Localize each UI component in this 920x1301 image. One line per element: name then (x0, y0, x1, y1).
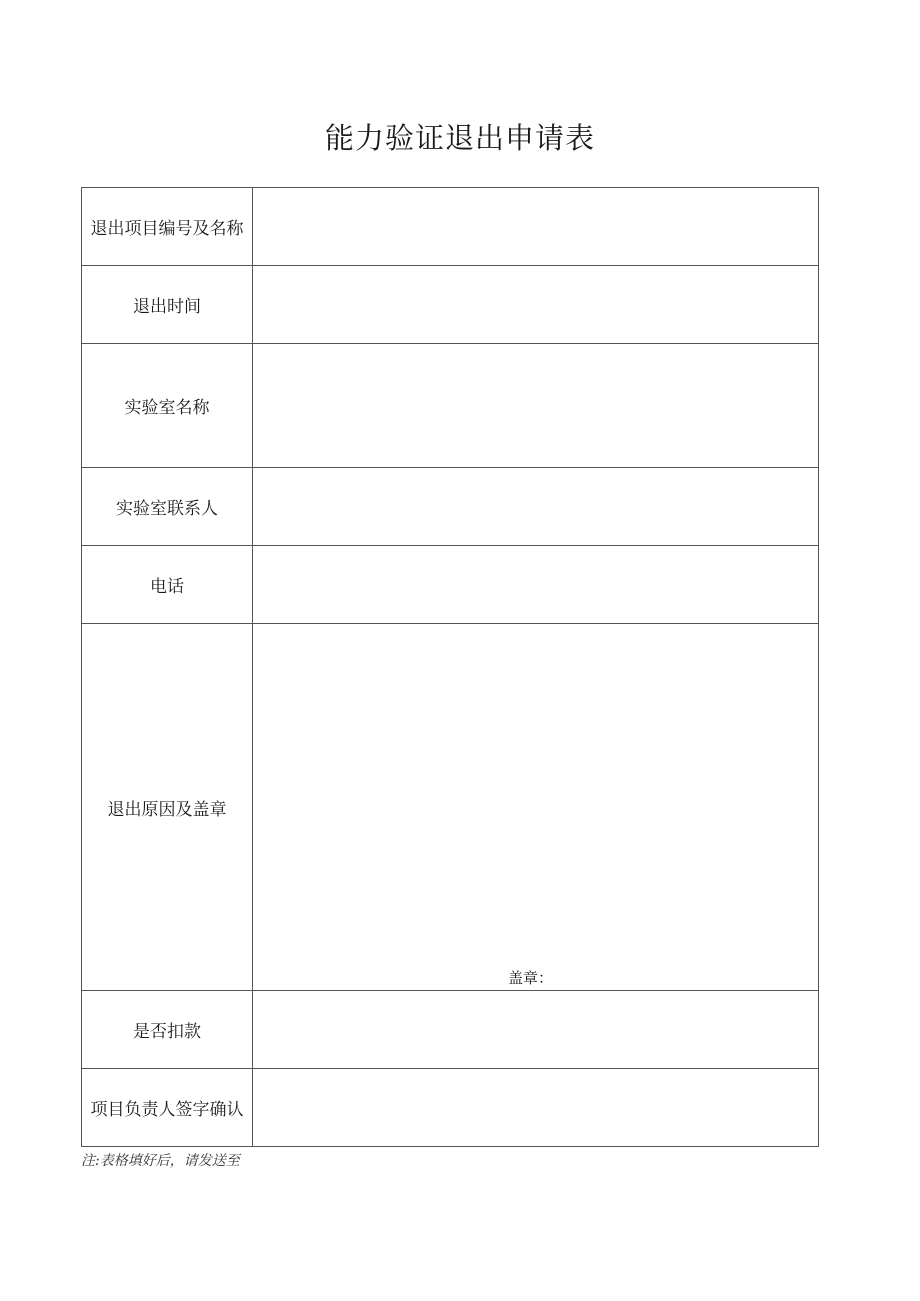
table-row (82, 266, 819, 344)
row-label-phone: 电话 (82, 546, 253, 624)
field-lab-contact[interactable] (253, 468, 819, 546)
row-label-deduction: 是否扣款 (82, 991, 253, 1069)
field-lab-name[interactable] (253, 344, 819, 468)
field-project-number-name[interactable] (253, 188, 819, 266)
row-label-project: 退出项目编号及名称 (82, 188, 253, 266)
row-label-lab-name: 实验室名称 (82, 344, 253, 468)
table-row (82, 991, 819, 1069)
table-row (82, 188, 819, 266)
field-phone[interactable] (253, 546, 819, 624)
row-label-exit-reason: 退出原因及盖章 (82, 624, 253, 991)
field-deduction[interactable] (253, 991, 819, 1069)
table-row (82, 1069, 819, 1147)
field-exit-reason[interactable] (253, 624, 819, 991)
footnote: 注:表格填好后，请发送至 (81, 1153, 240, 1169)
table-row (82, 546, 819, 624)
row-label-lab-contact: 实验室联系人 (82, 468, 253, 546)
table-row (82, 624, 819, 991)
field-exit-time[interactable] (253, 266, 819, 344)
table-row (82, 468, 819, 546)
row-label-exit-time: 退出时间 (82, 266, 253, 344)
application-form-table (81, 187, 819, 1147)
row-label-signature: 项目负责人签字确认 (82, 1069, 253, 1147)
field-signature[interactable] (253, 1069, 819, 1147)
seal-label: 盖章： (508, 969, 554, 987)
table-row (82, 344, 819, 468)
page-title: 能力验证退出申请表 (324, 121, 595, 155)
